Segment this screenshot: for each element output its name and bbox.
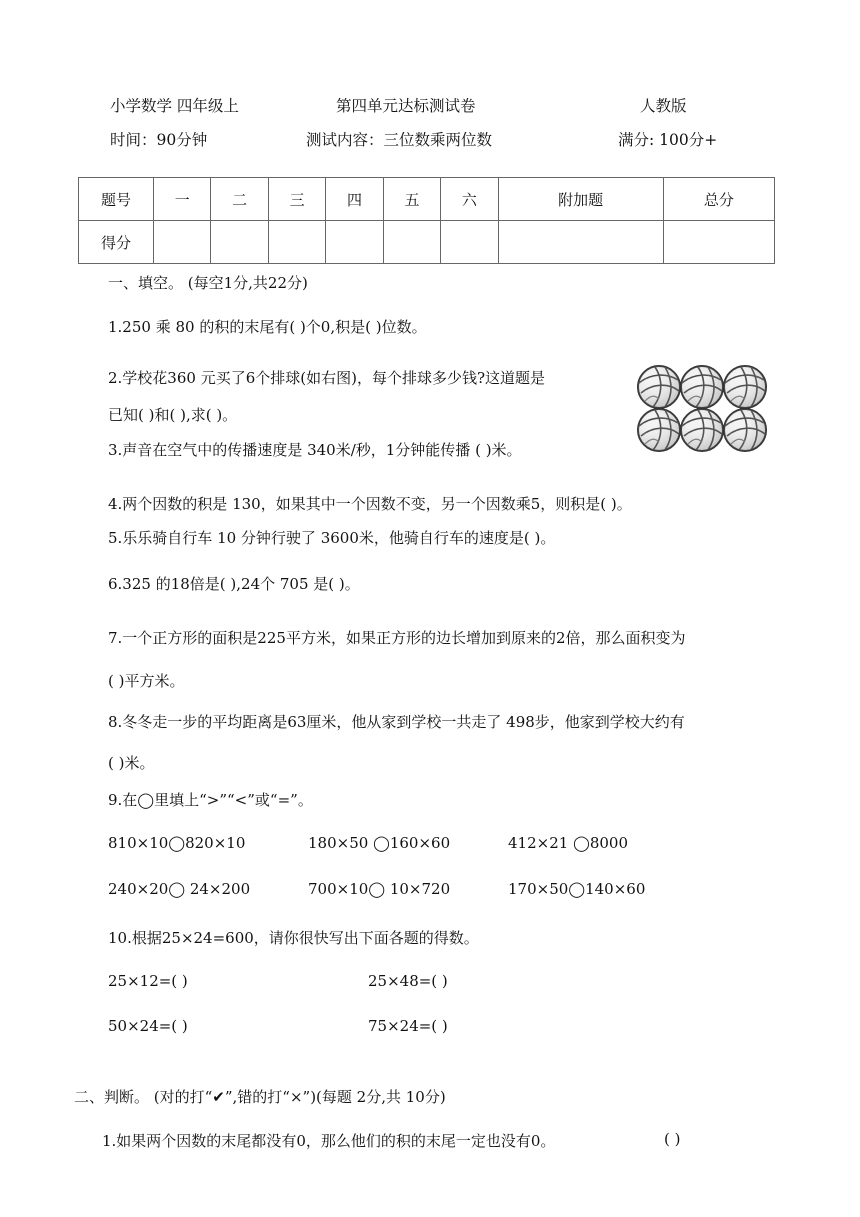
judge-bracket: ( ) [664, 1130, 681, 1148]
compare-item: 412×21 ◯8000 [508, 834, 629, 852]
question-2-line1: 2.学校花360 元买了6个排球(如右图)，每个排球多少钱?这道题是 [108, 369, 546, 387]
volleyballs-image [634, 364, 770, 454]
table-header-cell: 题号 [79, 178, 154, 221]
question-8-line2: ( )米。 [108, 754, 155, 772]
score-row-label: 得分 [79, 221, 154, 264]
table-header-cell: 四 [326, 178, 383, 221]
question-2-line2: 已知( )和( ),求( )。 [108, 406, 238, 424]
score-cell[interactable] [154, 221, 211, 264]
question-8-line1: 8.冬冬走一步的平均距离是63厘米，他从家到学校一共走了 498步，他家到学校大约有 [108, 713, 685, 731]
calc-item: 25×48=( ) [368, 972, 448, 990]
section2-title: 二、判断。 (对的打“✔”,错的打“×”)(每题 2分,共 10分) [74, 1088, 446, 1106]
question-1: 1.250 乘 80 的积的末尾有( )个0,积是( )位数。 [108, 318, 427, 336]
score-cell[interactable] [663, 221, 774, 264]
table-header-cell: 三 [268, 178, 325, 221]
score-cell[interactable] [326, 221, 383, 264]
question-10: 10.根据25×24=600，请你很快写出下面各题的得数。 [108, 929, 479, 947]
calc-item: 25×12=( ) [108, 972, 188, 990]
header-title: 第四单元达标测试卷 [336, 97, 476, 115]
question-3: 3.声音在空气中的传播速度是 340米/秒，1分钟能传播 ( )米。 [108, 441, 522, 459]
score-table [78, 177, 775, 264]
header-time: 时间：90分钟 [110, 131, 208, 149]
header-content: 测试内容：三位数乘两位数 [306, 131, 493, 149]
question-6: 6.325 的18倍是( ),24个 705 是( )。 [108, 575, 360, 593]
calc-item: 75×24=( ) [368, 1017, 448, 1035]
judge-question-1: 1.如果两个因数的末尾都没有0，那么他们的积的末尾一定也没有0。 [102, 1132, 556, 1150]
table-header-cell: 五 [383, 178, 440, 221]
score-cell[interactable] [441, 221, 498, 264]
calc-item: 50×24=( ) [108, 1017, 188, 1035]
table-header-cell: 总分 [663, 178, 774, 221]
header-edition: 人教版 [640, 97, 687, 115]
section1-title: 一、填空。 (每空1分,共22分) [108, 274, 308, 292]
compare-item: 700×10◯ 10×720 [308, 880, 451, 898]
compare-item: 170×50◯140×60 [508, 880, 646, 898]
score-cell[interactable] [211, 221, 268, 264]
score-cell[interactable] [268, 221, 325, 264]
question-9: 9.在◯里填上“>”“<”或“=”。 [108, 791, 313, 809]
table-header-cell: 一 [154, 178, 211, 221]
question-5: 5.乐乐骑自行车 10 分钟行驶了 3600米，他骑自行车的速度是( )。 [108, 529, 556, 547]
compare-item: 180×50 ◯160×60 [308, 834, 451, 852]
header-subject: 小学数学 四年级上 [110, 97, 239, 115]
question-7-line1: 7.一个正方形的面积是225平方米，如果正方形的边长增加到原来的2倍，那么面积变为 [108, 629, 686, 647]
score-cell[interactable] [498, 221, 663, 264]
question-4: 4.两个因数的积是 130，如果其中一个因数不变，另一个因数乘5，则积是( )。 [108, 495, 632, 513]
table-header-cell: 二 [211, 178, 268, 221]
score-cell[interactable] [383, 221, 440, 264]
compare-item: 240×20◯ 24×200 [108, 880, 251, 898]
table-header-cell: 六 [441, 178, 498, 221]
table-header-cell: 附加题 [498, 178, 663, 221]
compare-item: 810×10◯820×10 [108, 834, 246, 852]
question-7-line2: ( )平方米。 [108, 672, 185, 690]
score-table-score-row [79, 221, 775, 264]
header-full-score: 满分: 100分+ [618, 131, 718, 149]
score-table-header-row [79, 178, 775, 221]
